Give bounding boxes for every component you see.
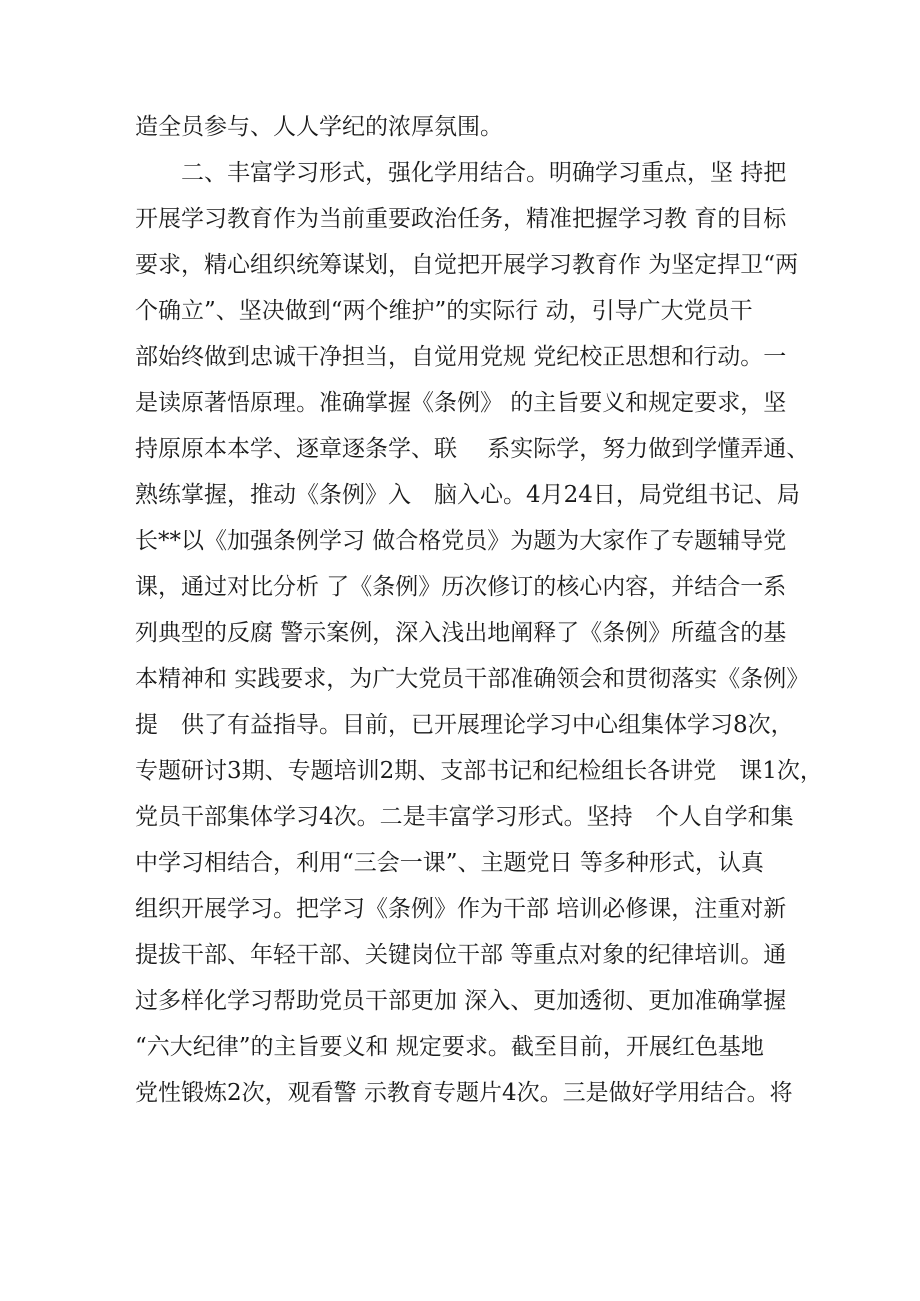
text-line: 党性锻炼2次，观看警 示教育专题片4次。三是做好学用结合。将 xyxy=(135,1080,793,1106)
text-line: 要求，精心组织统筹谋划，自觉把开展学习教育作 为坚定捍卫“两 xyxy=(135,252,799,278)
text-line: 党员干部集体学习4次。二是丰富学习形式。坚持 个人自学和集 xyxy=(135,804,794,830)
text-line: 提拔干部、年轻干部、关键岗位干部 等重点对象的纪律培训。通 xyxy=(135,942,787,968)
text-line: 课，通过对比分析 了《条例》历次修订的核心内容，并结合一系 xyxy=(135,574,787,600)
text-line: 提 供了有益指导。目前，已开展理论学习中心组集体学习8次， xyxy=(135,712,794,738)
text-line: 熟练掌握，推动《条例》入 脑入心。4月24日，局党组书记、局 xyxy=(135,482,800,508)
text-line: 过多样化学习帮助党员干部更加 深入、更加透彻、更加准确掌握 xyxy=(135,988,787,1014)
text-line: 本精神和 实践要求，为广大党员干部准确领会和贯彻落实《条例》 xyxy=(135,666,810,692)
text-line: 专题研讨3期、专题培训2期、支部书记和纪检组长各讲党 课1次， xyxy=(135,758,823,784)
text-line: 组织开展学习。把学习《条例》作为干部 培训必修课，注重对新 xyxy=(135,896,787,922)
text-line: “六大纪律”的主旨要义和 规定要求。截至目前，开展红色基地 xyxy=(135,1034,764,1060)
text-line: 开展学习教育作为当前重要政治任务，精准把握学习教 育的目标 xyxy=(135,206,787,232)
section-heading-line: 二、丰富学习形式，强化学用结合。明确学习重点，坚 持把 xyxy=(181,160,787,186)
text-line: 列典型的反腐 警示案例，深入浅出地阐释了《条例》所蕴含的基 xyxy=(135,620,787,646)
body-text xyxy=(135,104,823,1116)
text-line: 是读原著悟原理。准确掌握《条例》 的主旨要义和规定要求，坚 xyxy=(135,390,787,416)
text-line: 中学习相结合，利用“三会一课”、主题党日 等多种形式，认真 xyxy=(135,850,764,876)
text-line: 个确立”、坚决做到“两个维护”的实际行 动，引导广大党员干 xyxy=(135,298,753,324)
text-line: 长**以《加强条例学习 做合格党员》为题为大家作了专题辅导党 xyxy=(135,528,787,554)
text-line: 持原原本本学、逐章逐条学、联 系实际学，努力做到学懂弄通、 xyxy=(135,436,810,462)
text-line: 部始终做到忠诚干净担当，自觉用党规 党纪校正思想和行动。一 xyxy=(135,344,787,370)
text-line: 造全员参与、人人学纪的浓厚氛围。 xyxy=(135,114,503,140)
